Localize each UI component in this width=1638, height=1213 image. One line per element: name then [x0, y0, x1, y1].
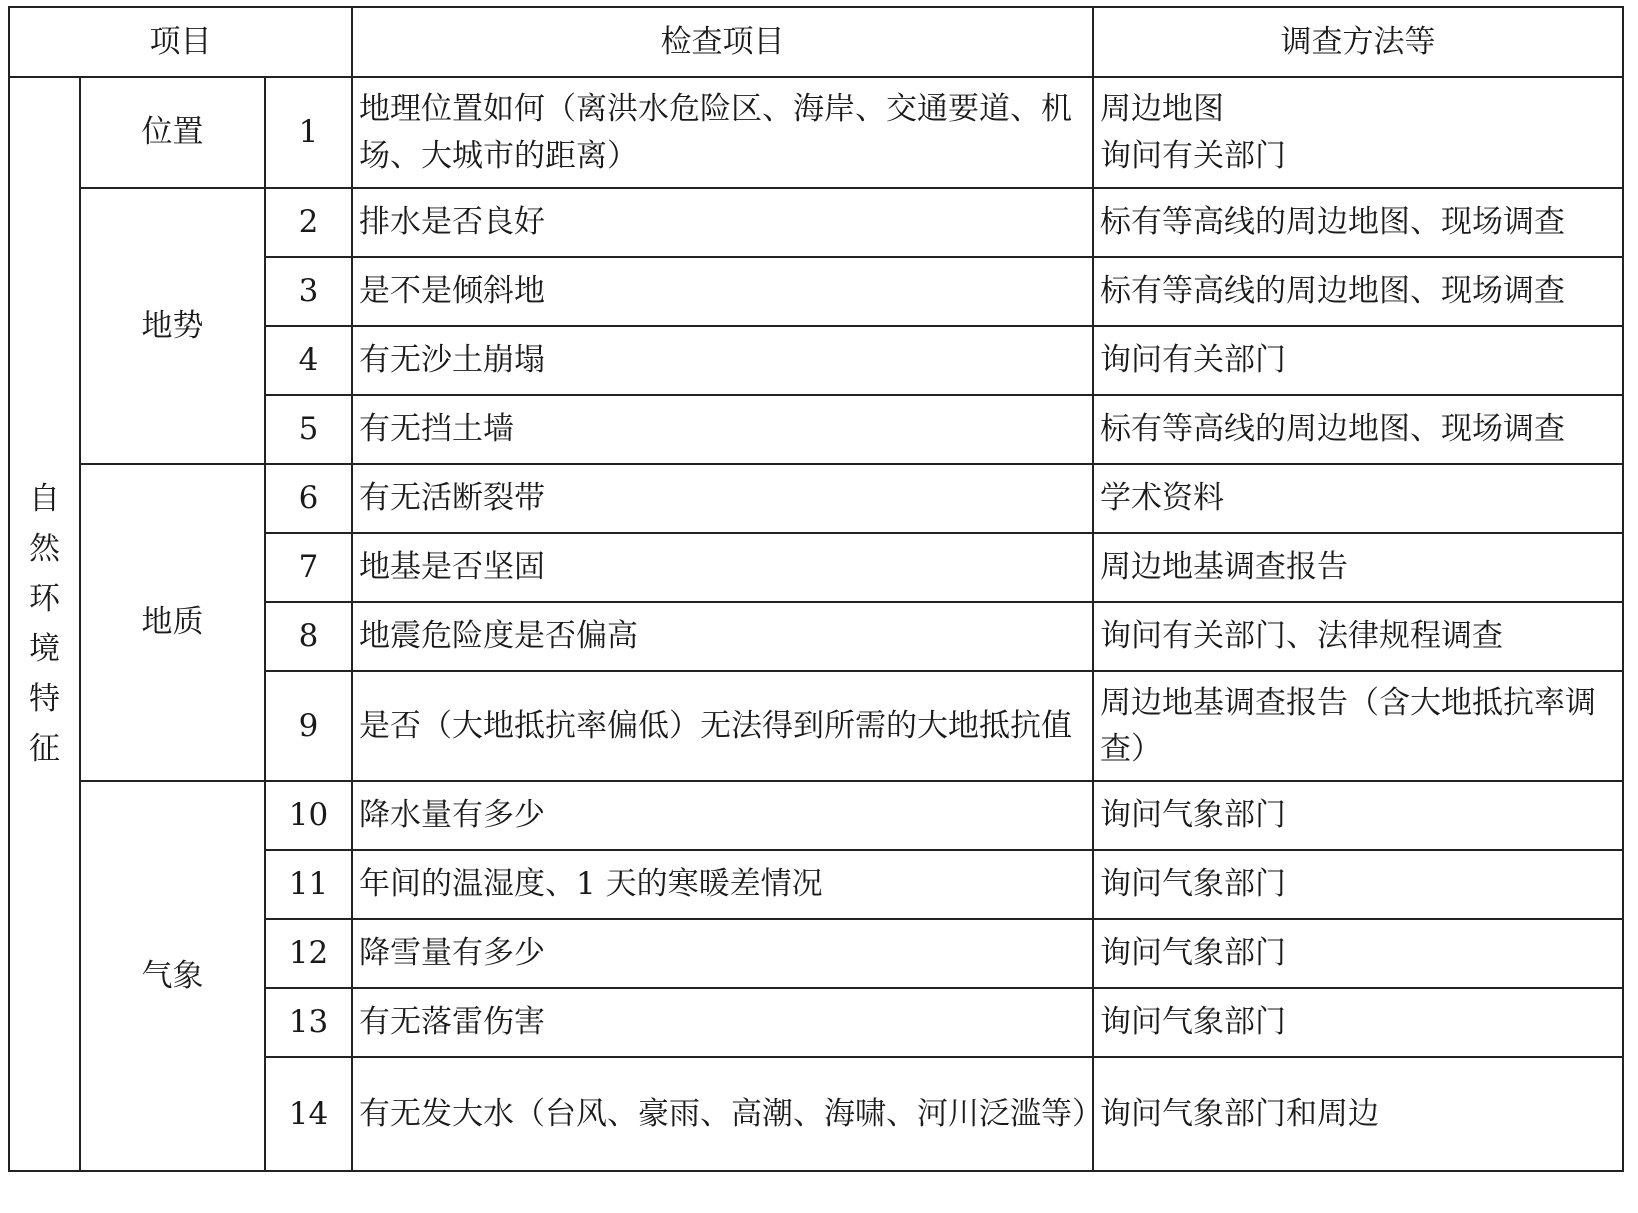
- check-item: 地基是否坚固: [352, 533, 1093, 602]
- row-number: 7: [265, 533, 352, 602]
- method-cell: [1093, 77, 1623, 188]
- check-item: 年间的温湿度、1 天的寒暖差情况: [352, 850, 1093, 919]
- method-cell: 周边地基调查报告（含大地抵抗率调查）: [1093, 671, 1623, 781]
- table-row: [9, 77, 1623, 188]
- check-item: 地理位置如何（离洪水危险区、海岸、交通要道、机场、大城市的距离）: [352, 77, 1093, 188]
- row-number: 3: [265, 257, 352, 326]
- category-label: 自然环境特征: [29, 481, 60, 767]
- check-item: 有无活断裂带: [352, 464, 1093, 533]
- method-cell: 标有等高线的周边地图、现场调查: [1093, 395, 1623, 464]
- method-cell: 标有等高线的周边地图、现场调查: [1093, 188, 1623, 257]
- method-cell: 询问有关部门、法律规程调查: [1093, 602, 1623, 671]
- check-item: 有无挡土墙: [352, 395, 1093, 464]
- header-method: 调查方法等: [1093, 7, 1623, 77]
- row-number: 11: [265, 850, 352, 919]
- group-weather: 气象: [80, 781, 265, 1171]
- check-item: 排水是否良好: [352, 188, 1093, 257]
- method-cell: 询问气象部门: [1093, 988, 1623, 1057]
- row-number: 6: [265, 464, 352, 533]
- group-geology: 地质: [80, 464, 265, 781]
- check-item: 有无发大水（台风、豪雨、高潮、海啸、河川泛滥等）: [352, 1057, 1093, 1171]
- check-item: 地震危险度是否偏高: [352, 602, 1093, 671]
- method-cell: 询问气象部门和周边: [1093, 1057, 1623, 1171]
- method-cell: 标有等高线的周边地图、现场调查: [1093, 257, 1623, 326]
- check-item: 有无沙土崩塌: [352, 326, 1093, 395]
- method-cell: 学术资料: [1093, 464, 1623, 533]
- method-cell: 询问气象部门: [1093, 919, 1623, 988]
- check-item: 是不是倾斜地: [352, 257, 1093, 326]
- inspection-table: [8, 6, 1624, 1172]
- check-item: 有无落雷伤害: [352, 988, 1093, 1057]
- row-number: 12: [265, 919, 352, 988]
- method-cell: 询问气象部门: [1093, 850, 1623, 919]
- header-project: 项目: [9, 7, 352, 77]
- check-item: 降雪量有多少: [352, 919, 1093, 988]
- method-line: 询问有关部门: [1100, 137, 1286, 174]
- category-cell: [9, 77, 80, 1171]
- method-line: 周边地图: [1100, 91, 1224, 127]
- row-number: 8: [265, 602, 352, 671]
- method-cell: 周边地基调查报告: [1093, 533, 1623, 602]
- row-number: 9: [265, 671, 352, 781]
- method-cell: 询问气象部门: [1093, 781, 1623, 850]
- row-number: 14: [265, 1057, 352, 1171]
- table-header-row: [9, 7, 1623, 77]
- table-row: [9, 781, 1623, 850]
- table-row: [9, 188, 1623, 257]
- row-number: 1: [265, 77, 352, 188]
- group-location: 位置: [80, 77, 265, 188]
- row-number: 2: [265, 188, 352, 257]
- row-number: 13: [265, 988, 352, 1057]
- row-number: 5: [265, 395, 352, 464]
- group-terrain: 地势: [80, 188, 265, 464]
- check-item: 是否（大地抵抗率偏低）无法得到所需的大地抵抗值: [352, 671, 1093, 781]
- row-number: 4: [265, 326, 352, 395]
- row-number: 10: [265, 781, 352, 850]
- table-row: [9, 464, 1623, 533]
- method-cell: 询问有关部门: [1093, 326, 1623, 395]
- inspection-table-wrapper: [8, 6, 1624, 1172]
- header-check-item: 检查项目: [352, 7, 1093, 77]
- check-item: 降水量有多少: [352, 781, 1093, 850]
